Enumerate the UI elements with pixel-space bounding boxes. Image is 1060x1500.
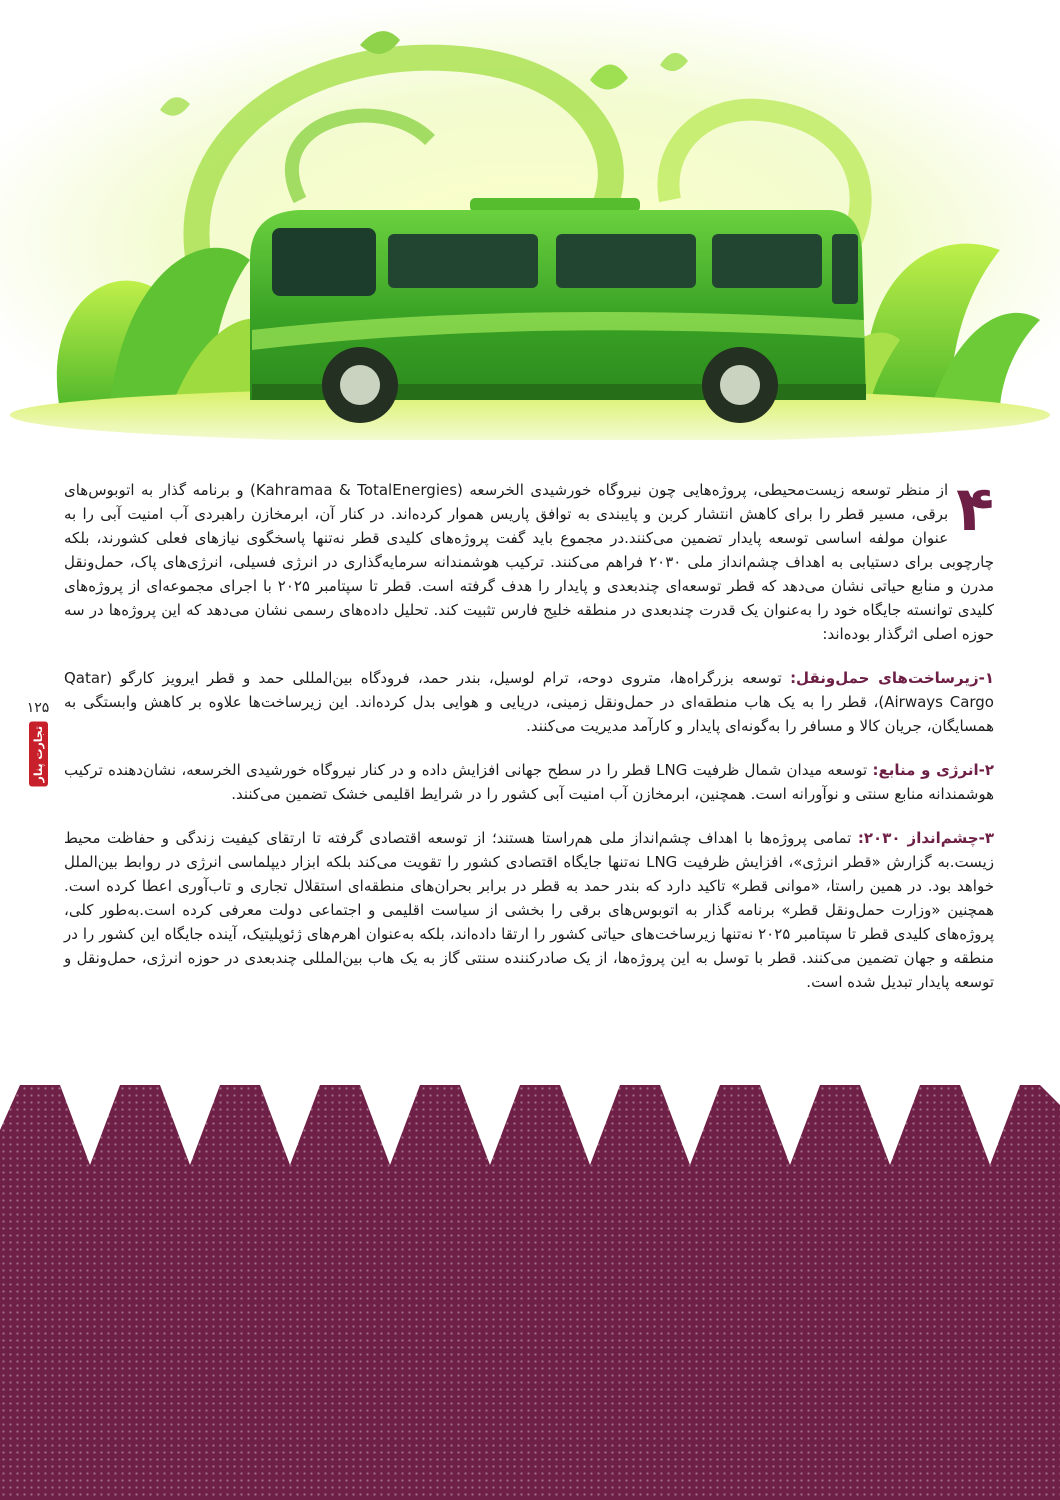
section-energy bbox=[64, 758, 994, 806]
section-body: توسعه بزرگراه‌ها، متروی دوحه، ترام لوسیل، بندر حمد، فرودگاه بین‌المللی حمد و قطر ایرویز کارگو (Qatar Airways Cargo)، قطر را به یک هاب منطقه‌ای در حمل‌ونقل زمینی، دریایی و هوایی بدل کرده‌اند. این زیرساخت‌ها علاوه بر کاهش وابستگی به همسایگان، جریان کالا و مسافر را به‌گونه‌ای پایدار و کارآمد مدیریت می‌کنند. bbox=[64, 669, 994, 735]
hero-illustration bbox=[0, 0, 1060, 440]
page-side-tag bbox=[24, 700, 52, 787]
section-transport bbox=[64, 666, 994, 738]
section-body: توسعه میدان شمال ظرفیت LNG قطر را در سطح جهانی افزایش داده و در کنار نیروگاه خورشیدی الخرسعه، نشان‌دهنده ترکیب هوشمندانه منابع سنتی و نوآورانه است. همچنین، ابرمخازن آب امنیت آبی کشور را در شرایط اقلیمی خشک تضمین می‌کنند. bbox=[64, 761, 994, 803]
page-number: ۱۲۵ bbox=[26, 700, 50, 716]
article-body bbox=[64, 472, 995, 994]
section-body: تمامی پروژه‌ها با اهداف چشم‌انداز ملی هم‌راستا هستند؛ از توسعه اقتصادی گرفته تا ارتقای کیفیت زندگی و حفاظت محیط زیست.به گزارش «قطر انرژی»، افزایش ظرفیت LNG نه‌تنها جایگاه اقتصادی کشور را تقویت می‌کند بلکه ابزار دیپلماسی انرژی در روابط بین‌الملل خواهد بود. در همین راستا، «موانی قطر» تاکید دارد که بندر حمد به قطر در برابر بحران‌های منطقه‌ای استقلال تجاری و تاب‌آوری اعطا کرده است. همچنین «وزارت حمل‌ونقل قطر» برنامه گذار به اتوبوس‌های برقی را بخشی از سیاست اقلیمی و اجتماعی دولت معرفی کرده است.به‌طور کلی، پروژه‌های کلیدی قطر تا سپتامبر ۲۰۲۵ نه‌تنها زیرساخت‌های حیاتی کشور را ارتقا داده‌اند، بلکه به‌عنوان اهرم‌های ژئوپلیتیک، آینده جایگاه این کشور را در منطقه و جهان تضمین می‌کنند. قطر با توسل به این پروژه‌ها، از یک صادرکننده سنتی گاز به یک هاب بین‌المللی چندبعدی در حوزه انرژی، حمل‌ونقل و توسعه پایدار تبدیل شده است. bbox=[64, 829, 994, 991]
lead-number: ۴ bbox=[956, 472, 994, 545]
section-vision-2030 bbox=[64, 826, 994, 994]
intro-paragraph bbox=[64, 472, 994, 646]
footer-flag-pattern bbox=[0, 1085, 1060, 1500]
magazine-brand-label: تجارت پنا‌ر bbox=[29, 722, 48, 787]
bus-icon bbox=[250, 198, 866, 423]
section-title: ۳-چشم‌انداز ۲۰۳۰: bbox=[857, 829, 994, 847]
green-bus-illustration bbox=[0, 0, 1060, 440]
intro-text: از منظر توسعه زیست‌محیطی، پروژه‌هایی چون نیروگاه خورشیدی الخرسعه (Kahramaa & TotalEnergies) و برنامه گذار به اتوبوس‌های برقی، مسیر قطر را برای کاهش انتشار کربن و پایبندی به توافق پاریس هموار کرده‌اند. در کنار آن، ابرمخازن راهبردی آب امنیت آبی را به عنوان مولفه اساسی توسعه پایدار تضمین می‌کنند.در مجموع باید گفت پروژه‌های کلیدی قطر نه‌تنها پاسخگوی نیازهای فعلی کشورند، بلکه چارچوبی برای دستیابی به اهداف چشم‌انداز ملی ۲۰۳۰ فراهم می‌کنند. ترکیب هوشمندانه سرمایه‌گذاری در انرژی فسیلی، انرژی‌های پاک، حمل‌ونقل مدرن و منابع حیاتی نشان می‌دهد که قطر توسعه‌ای چندبعدی و پایدار را هدف گرفته است. قطر تا سپتامبر ۲۰۲۵ با اجرای مجموعه‌ای از پروژه‌های کلیدی توانسته جایگاه خود را به‌عنوان یک قدرت چندبعدی در منطقه خلیج فارس تثبیت کند. تحلیل داده‌های رسمی نشان می‌دهد که این پروژه‌ها در سه حوزه اصلی اثرگذار بوده‌اند: bbox=[64, 481, 994, 643]
serrated-edge bbox=[0, 1085, 1060, 1165]
section-title: ۲-انرژی و منابع: bbox=[872, 761, 995, 779]
section-title: ۱-زیرساخت‌های حمل‌ونقل: bbox=[790, 669, 994, 687]
